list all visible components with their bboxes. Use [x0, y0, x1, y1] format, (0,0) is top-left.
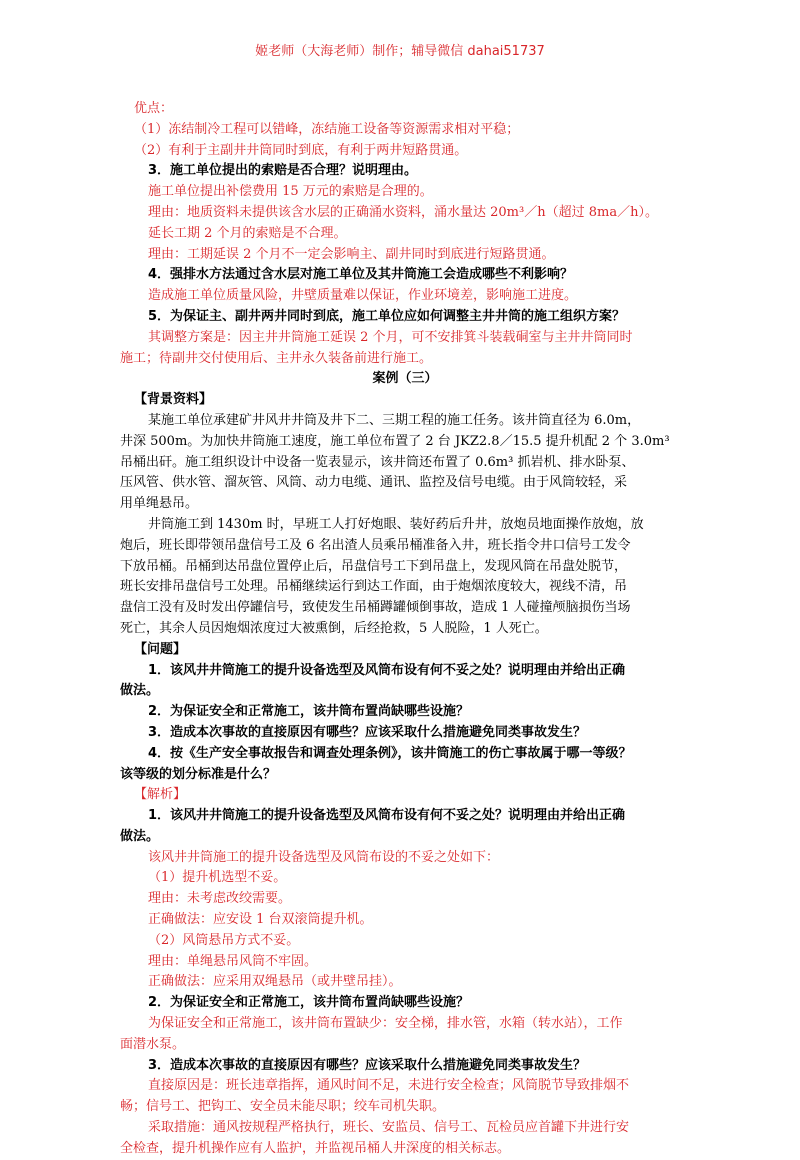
- page-header: 姬老师（大海老师）制作；辅导微信 dahai51737: [255, 44, 545, 59]
- text-line: 2．为保证安全和正常施工，该井筒布置尚缺哪些设施？: [148, 995, 470, 1011]
- text-line: 理由：未考虑改绞需要。: [148, 891, 292, 907]
- text-line: 用单绳悬吊。: [120, 496, 199, 512]
- text-line: 某施工单位承建矿井风井井筒及井下二、三期工程的施工任务。该井筒直径为 6.0m，: [148, 412, 641, 428]
- text-line: 正确做法：应采用双绳悬吊（或井壁吊挂）。: [148, 974, 402, 990]
- text-line: 正确做法：应安设 1 台双滚筒提升机。: [148, 912, 373, 928]
- text-line: 理由：工期延误 2 个月不一定会影响主、副井同时到底进行短路贯通。: [148, 246, 555, 262]
- text-line: 吊桶出矸。施工组织设计中设备一览表显示，该井筒还布置了 0.6m³ 抓岩机、排水卧泵、: [120, 454, 635, 470]
- text-line: 做法。: [120, 683, 160, 699]
- text-line: 4．强排水方法通过含水层对施工单位及其井筒施工会造成哪些不利影响？: [148, 267, 574, 283]
- text-line: （2）风筒悬吊方式不妥。: [148, 932, 300, 948]
- text-line: 【解析】: [134, 787, 187, 803]
- text-line: 盘信工没有及时发出停罐信号，致使发生吊桶蹲罐倾倒事故，造成 1 人碰撞颅脑损伤当场: [120, 600, 631, 616]
- text-line: 理由：地质资料未提供该含水层的正确涌水资料，涌水量达 20m³／h（超过 8ma／h）。: [148, 204, 658, 220]
- text-line: 炮后，班长即带领吊盘信号工及 6 名出渣人员乘吊桶准备入井，班长指令井口信号工发令: [120, 537, 631, 553]
- text-line: 5．为保证主、副井两井同时到底，施工单位应如何调整主井井筒的施工组织方案？: [148, 308, 626, 324]
- text-line: 班长安排吊盘信号工处理。吊桶继续运行到达工作面，由于炮烟浓度较大，视线不清，吊: [120, 579, 628, 595]
- text-line: （2）有利于主副井井筒同时到底，有利于两井短路贯通。: [134, 142, 468, 158]
- text-line: 下放吊桶。吊桶到达吊盘位置停止后，吊盘信号工下到吊盘上，发现风筒在吊盘处脱节，: [120, 558, 628, 574]
- text-line: 4．按《生产安全事故报告和调查处理条例》，该井筒施工的伤亡事故属于哪一等级？: [148, 745, 632, 761]
- text-line: 施工；待副井交付使用后、主井永久装备前进行施工。: [120, 350, 433, 366]
- text-line: （1）冻结制冷工程可以错峰，冻结施工设备等资源需求相对平稳；: [134, 121, 520, 137]
- text-line: 死亡，其余人员因炮烟浓度过大被熏倒，后经抢救，5 人脱险，1 人死亡。: [120, 620, 548, 636]
- text-line: 压风管、供水管、溜灰管、风筒、动力电缆、通讯、监控及信号电缆。由于风筒较轻，采: [120, 475, 628, 491]
- text-line: 3．造成本次事故的直接原因有哪些？应该采取什么措施避免同类事故发生？: [148, 1057, 587, 1073]
- text-line: 理由：单绳悬吊风筒不牢固。: [148, 953, 318, 969]
- text-line: 3．造成本次事故的直接原因有哪些？应该采取什么措施避免同类事故发生？: [148, 724, 587, 740]
- text-line: 延长工期 2 个月的索赔是不合理。: [148, 225, 347, 241]
- text-line: 直接原因是：班长违章指挥，通风时间不足，未进行安全检查；风筒脱节导致排烟不: [148, 1078, 630, 1094]
- text-line: 1．该风井井筒施工的提升设备选型及风筒布设有何不妥之处？说明理由并给出正确: [148, 662, 626, 678]
- text-line: 其调整方案是：因主井井筒施工延误 2 个月，可不安排箕斗装载硐室与主井井筒同时: [148, 329, 633, 345]
- text-line: 2．为保证安全和正常施工，该井筒布置尚缺哪些设施？: [148, 704, 470, 720]
- text-line: 【问题】: [134, 641, 187, 657]
- text-line: 全检查，提升机操作应有人监护，并监视吊桶人井深度的相关标志。: [120, 1140, 511, 1156]
- text-line: （1）提升机选型不妥。: [148, 870, 287, 886]
- text-line: 案例（三）: [372, 371, 438, 387]
- text-line: 畅；信号工、把钩工、安全员未能尽职；绞车司机失职。: [120, 1099, 446, 1115]
- text-line: 施工单位提出补偿费用 15 万元的索赔是合理的。: [148, 184, 433, 200]
- text-line: 面潜水泵。: [120, 1036, 186, 1052]
- text-line: 【背景资料】: [134, 392, 213, 408]
- text-line: 该风井井筒施工的提升设备选型及风筒布设的不妥之处如下：: [148, 849, 500, 865]
- text-line: 井筒施工到 1430m 时，早班工人打好炮眼、装好药后升井，放炮员地面操作放炮，放: [148, 516, 644, 532]
- document-body: [120, 99, 690, 1160]
- text-line: 1．该风井井筒施工的提升设备选型及风筒布设有何不妥之处？说明理由并给出正确: [148, 808, 626, 824]
- text-line: 3．施工单位提出的索赔是否合理？说明理由。: [148, 163, 418, 179]
- text-line: 优点：: [134, 101, 174, 116]
- text-line: 该等级的划分标准是什么？: [120, 766, 277, 782]
- text-line: 为保证安全和正常施工，该井筒布置缺少：安全梯，排水管，水箱（转水站），工作: [148, 1016, 623, 1032]
- text-line: 做法。: [120, 828, 160, 844]
- text-line: 采取措施：通风按规程严格执行，班长、安监员、信号工、瓦检员应首罐下井进行安: [148, 1120, 630, 1136]
- text-line: 造成施工单位质量风险，井壁质量难以保证，作业环境差，影响施工进度。: [148, 288, 578, 304]
- text-line: 井深 500m。为加快井筒施工速度，施工单位布置了 2 台 JKZ2.8／15.5 提升机配 2 个 3.0m³: [120, 433, 670, 449]
